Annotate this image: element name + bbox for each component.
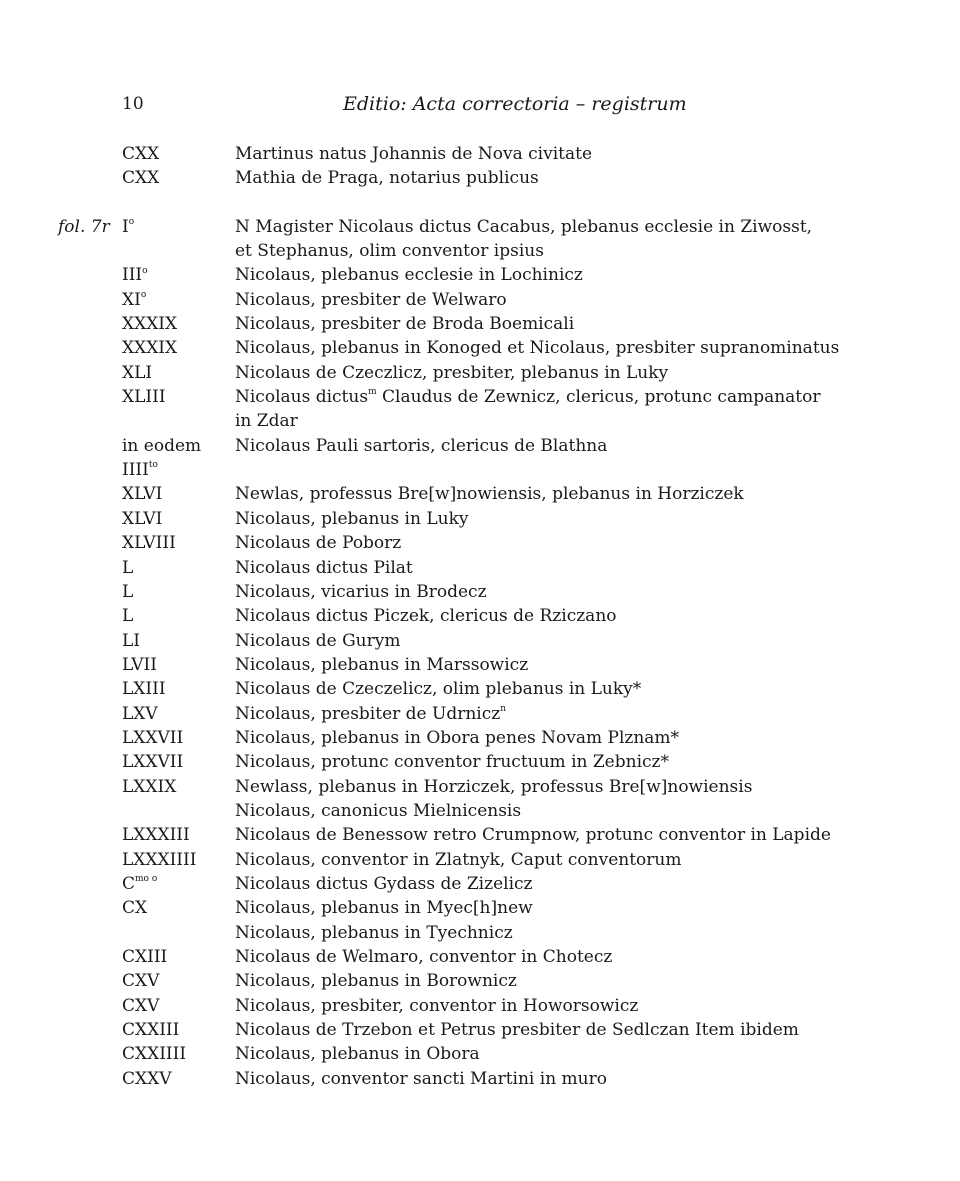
entry-number-text: CXX xyxy=(122,168,160,189)
register-entry xyxy=(0,263,960,287)
register-entry xyxy=(0,604,960,628)
entry-text-main: et Stephanus, olim conventor ipsius xyxy=(235,241,544,262)
register-entry xyxy=(0,848,960,872)
entry-text xyxy=(235,823,831,847)
register-entry xyxy=(0,994,960,1018)
entry-number-text: L xyxy=(122,606,134,627)
entry-number xyxy=(122,531,176,555)
entry-number-superscript: o xyxy=(142,265,148,276)
entry-text xyxy=(235,434,607,458)
entry-text-main: Nicolaus de Czeczlicz, presbiter, plebanus in Luky xyxy=(235,362,669,383)
entry-number xyxy=(122,750,183,774)
entry-text-main: Nicolaus, plebanus in Marssowicz xyxy=(235,654,529,675)
register-entries xyxy=(0,142,960,1091)
entry-text-main: Nicolaus, presbiter, conventor in Howorsowicz xyxy=(235,995,639,1016)
entry-number-text: LXXXIIII xyxy=(122,849,197,870)
entry-number-text: LVII xyxy=(122,654,157,675)
entry-text xyxy=(235,531,401,555)
entry-text-main: Nicolaus Pauli sartoris, clericus de Blathna xyxy=(235,435,608,456)
register-entry xyxy=(0,896,960,920)
entry-number xyxy=(122,385,166,409)
entry-number-text: XXXIX xyxy=(122,314,178,335)
entry-text xyxy=(235,507,468,531)
entry-text-main: Nicolaus, plebanus in Konoged et Nicolaus, presbiter supranominatus xyxy=(235,338,840,359)
entry-number xyxy=(122,604,133,628)
entry-text xyxy=(235,312,574,336)
entry-number-text: I xyxy=(122,216,129,237)
entry-number xyxy=(122,361,152,385)
register-entry xyxy=(0,653,960,677)
register-entry xyxy=(0,482,960,506)
entry-number-text: L xyxy=(122,581,134,602)
entry-number-text: LXIII xyxy=(122,679,166,700)
entry-text-main: N Magister Nicolaus dictus Cacabus, plebanus ecclesie in Ziwosst, xyxy=(235,216,813,237)
entry-number-text: IIII xyxy=(122,460,149,481)
entry-text xyxy=(235,409,298,433)
entry-text xyxy=(235,921,513,945)
entry-text-main: Nicolaus, conventor sancti Martini in muro xyxy=(235,1068,607,1089)
register-entry xyxy=(0,629,960,653)
entry-text xyxy=(235,969,517,993)
register-entry xyxy=(0,580,960,604)
entry-text xyxy=(235,775,752,799)
register-entry xyxy=(0,1042,960,1066)
entry-number xyxy=(122,263,148,287)
entry-text xyxy=(235,1067,607,1091)
register-entry xyxy=(0,872,960,896)
entry-text xyxy=(235,629,400,653)
register-entry xyxy=(0,531,960,555)
entry-number xyxy=(122,507,162,531)
entry-text-main: Nicolaus de Poborz xyxy=(235,533,402,554)
entry-number xyxy=(122,166,159,190)
register-entry xyxy=(0,921,960,945)
entry-number-text: LXXVII xyxy=(122,752,184,773)
register-entry xyxy=(0,775,960,799)
entry-text-main: Nicolaus, plebanus in Myec[h]new xyxy=(235,898,533,919)
register-entry xyxy=(0,312,960,336)
entry-number-text: CXXIII xyxy=(122,1020,180,1041)
entry-text xyxy=(235,604,617,628)
entry-text xyxy=(235,580,487,604)
entry-text xyxy=(235,385,821,409)
entry-text-main: Nicolaus de Czeczelicz, olim plebanus in Luky* xyxy=(235,679,642,700)
entry-text xyxy=(235,482,744,506)
entry-text-main: Nicolaus de Gurym xyxy=(235,630,401,651)
entry-text-main: Nicolaus dictus xyxy=(235,387,369,408)
register-entry xyxy=(0,750,960,774)
entry-text xyxy=(235,848,682,872)
entry-number xyxy=(122,872,157,896)
entry-number xyxy=(122,726,183,750)
register-entry xyxy=(0,823,960,847)
footnote-marker: m xyxy=(368,387,377,398)
entry-spacer xyxy=(0,191,960,215)
entry-number-text: CXXIIII xyxy=(122,1044,187,1065)
register-entry xyxy=(0,458,960,482)
running-title: Editio: Acta correctoria – registrum xyxy=(343,93,687,115)
entry-text xyxy=(235,750,669,774)
entry-text xyxy=(235,799,521,823)
entry-text xyxy=(235,653,528,677)
register-entry xyxy=(0,677,960,701)
entry-number xyxy=(122,312,177,336)
entry-text xyxy=(235,945,612,969)
footnote-marker: n xyxy=(500,703,506,714)
entry-text xyxy=(235,556,413,580)
entry-number-text: LI xyxy=(122,630,141,651)
entry-number-text: LXXIX xyxy=(122,776,177,797)
entry-number xyxy=(122,142,159,166)
entry-number xyxy=(122,969,159,993)
entry-number-text: XLVI xyxy=(122,484,163,505)
entry-number xyxy=(122,1018,179,1042)
register-entry xyxy=(0,1018,960,1042)
register-entry xyxy=(0,726,960,750)
entry-text xyxy=(235,896,533,920)
entry-number-text: CXV xyxy=(122,995,160,1016)
entry-text xyxy=(235,239,544,263)
entry-text xyxy=(235,702,506,726)
entry-text xyxy=(235,1018,799,1042)
register-entry xyxy=(0,166,960,190)
register-entry xyxy=(0,385,960,409)
entry-number xyxy=(122,896,147,920)
register-entry xyxy=(0,969,960,993)
entry-text-main: Nicolaus, conventor in Zlatnyk, Caput conventorum xyxy=(235,849,682,870)
entry-text-main: Nicolaus de Welmaro, conventor in Chotecz xyxy=(235,947,613,967)
entry-number xyxy=(122,653,157,677)
entry-text-main: Nicolaus, plebanus in Borownicz xyxy=(235,971,517,992)
entry-number xyxy=(122,556,133,580)
entry-number xyxy=(122,1067,172,1091)
entry-text xyxy=(235,677,641,701)
entry-text-main: Nicolaus, presbiter de Welwaro xyxy=(235,289,507,310)
entry-text-main: Nicolaus, plebanus in Obora xyxy=(235,1044,480,1065)
entry-number xyxy=(122,775,176,799)
register-entry xyxy=(0,336,960,360)
entry-text xyxy=(235,336,839,360)
entry-text-main: in Zdar xyxy=(235,411,298,432)
entry-number xyxy=(122,994,159,1018)
entry-text xyxy=(235,142,592,166)
entry-text-main: Nicolaus, plebanus ecclesie in Lochinicz xyxy=(235,265,583,286)
folio-marker: fol. 7r xyxy=(58,216,110,237)
entry-number xyxy=(122,629,140,653)
register-entry xyxy=(0,409,960,433)
entry-text-main: Nicolaus, canonicus Mielnicensis xyxy=(235,800,522,821)
entry-text xyxy=(235,215,812,239)
entry-text xyxy=(235,263,583,287)
register-entry xyxy=(0,556,960,580)
entry-text-main: Nicolaus, protunc conventor fructuum in Zebnicz* xyxy=(235,752,669,773)
entry-number-text: CXV xyxy=(122,971,160,992)
entry-number xyxy=(122,945,167,969)
entry-number xyxy=(122,458,158,482)
entry-text-continued: Claudus de Zewnicz, clericus, protunc campanator xyxy=(376,387,821,408)
entry-number-text: III xyxy=(122,265,143,286)
entry-number-superscript: o xyxy=(140,290,147,301)
entry-number-text: C xyxy=(122,873,136,894)
entry-text-main: Nicolaus, presbiter de Udrnicz xyxy=(235,703,501,724)
entry-number-text: CXIII xyxy=(122,947,168,967)
entry-number xyxy=(122,336,177,360)
entry-number-text: XLVIII xyxy=(122,533,176,554)
page-number: 10 xyxy=(122,94,144,114)
register-entry xyxy=(0,434,960,458)
entry-text-main: Martinus natus Johannis de Nova civitate xyxy=(235,144,593,164)
register-entry xyxy=(0,215,960,239)
entry-text-main: Nicolaus, plebanus in Luky xyxy=(235,508,469,529)
entry-text xyxy=(235,361,668,385)
register-entry xyxy=(0,702,960,726)
entry-number-text: LXXXIII xyxy=(122,825,190,846)
entry-text-main: Nicolaus dictus Piczek, clericus de Rziczano xyxy=(235,606,617,627)
register-entry xyxy=(0,288,960,312)
entry-text-main: Nicolaus, vicarius in Brodecz xyxy=(235,581,487,602)
entry-number xyxy=(122,677,166,701)
entry-text-main: Nicolaus de Trzebon et Petrus presbiter de Sedlczan Item ibidem xyxy=(235,1020,799,1041)
entry-number-text: XI xyxy=(122,289,141,310)
entry-number-text: CXXV xyxy=(122,1068,172,1089)
entry-text-main: Nicolaus dictus Pilat xyxy=(235,557,413,578)
entry-text xyxy=(235,994,638,1018)
entry-number-text: XLVI xyxy=(122,508,163,529)
entry-number-text: L xyxy=(122,557,134,578)
entry-number-superscript: to xyxy=(148,460,158,471)
register-entry xyxy=(0,1067,960,1091)
entry-number xyxy=(122,288,146,312)
entry-text-main: Nicolaus, plebanus in Obora penes Novam Plznam* xyxy=(235,727,680,748)
entry-number-superscript: mo o xyxy=(135,874,158,885)
entry-number-text: CX xyxy=(122,898,148,919)
entry-number-text: XXXIX xyxy=(122,338,178,359)
entry-text xyxy=(235,726,679,750)
entry-number-text: LXXVII xyxy=(122,727,184,748)
entry-number xyxy=(122,1042,186,1066)
entry-text xyxy=(235,872,532,896)
entry-number-text: CXX xyxy=(122,144,160,164)
entry-text-main: Nicolaus, plebanus in Tyechnicz xyxy=(235,922,513,943)
entry-number xyxy=(122,848,196,872)
entry-text-main: Mathia de Praga, notarius publicus xyxy=(235,168,539,189)
entry-number xyxy=(122,434,201,458)
entry-number-superscript: o xyxy=(128,217,135,228)
entry-text-main: Nicolaus de Benessow retro Crumpnow, protunc conventor in Lapide xyxy=(235,825,831,846)
entry-text-main: Nicolaus, presbiter de Broda Boemicali xyxy=(235,314,575,335)
entry-text-main: Nicolaus dictus Gydass de Zizelicz xyxy=(235,873,533,894)
entry-text-main: Newlas, professus Bre[w]nowiensis, plebanus in Horziczek xyxy=(235,484,744,505)
entry-text-main: Newlass, plebanus in Horziczek, professus Bre[w]nowiensis xyxy=(235,776,753,797)
entry-number xyxy=(122,823,190,847)
entry-number xyxy=(122,702,158,726)
register-entry xyxy=(0,799,960,823)
entry-number xyxy=(122,215,134,239)
register-entry xyxy=(0,945,960,969)
entry-text xyxy=(235,288,507,312)
entry-number xyxy=(122,482,162,506)
register-entry xyxy=(0,239,960,263)
entry-number-text: in eodem xyxy=(122,435,202,456)
entry-text xyxy=(235,1042,480,1066)
entry-number-text: LXV xyxy=(122,703,158,724)
entry-number xyxy=(122,580,133,604)
register-entry xyxy=(0,361,960,385)
register-entry xyxy=(0,142,960,166)
entry-text xyxy=(235,166,539,190)
register-entry xyxy=(0,507,960,531)
entry-number-text: XLI xyxy=(122,362,153,383)
entry-number-text: XLIII xyxy=(122,387,166,408)
